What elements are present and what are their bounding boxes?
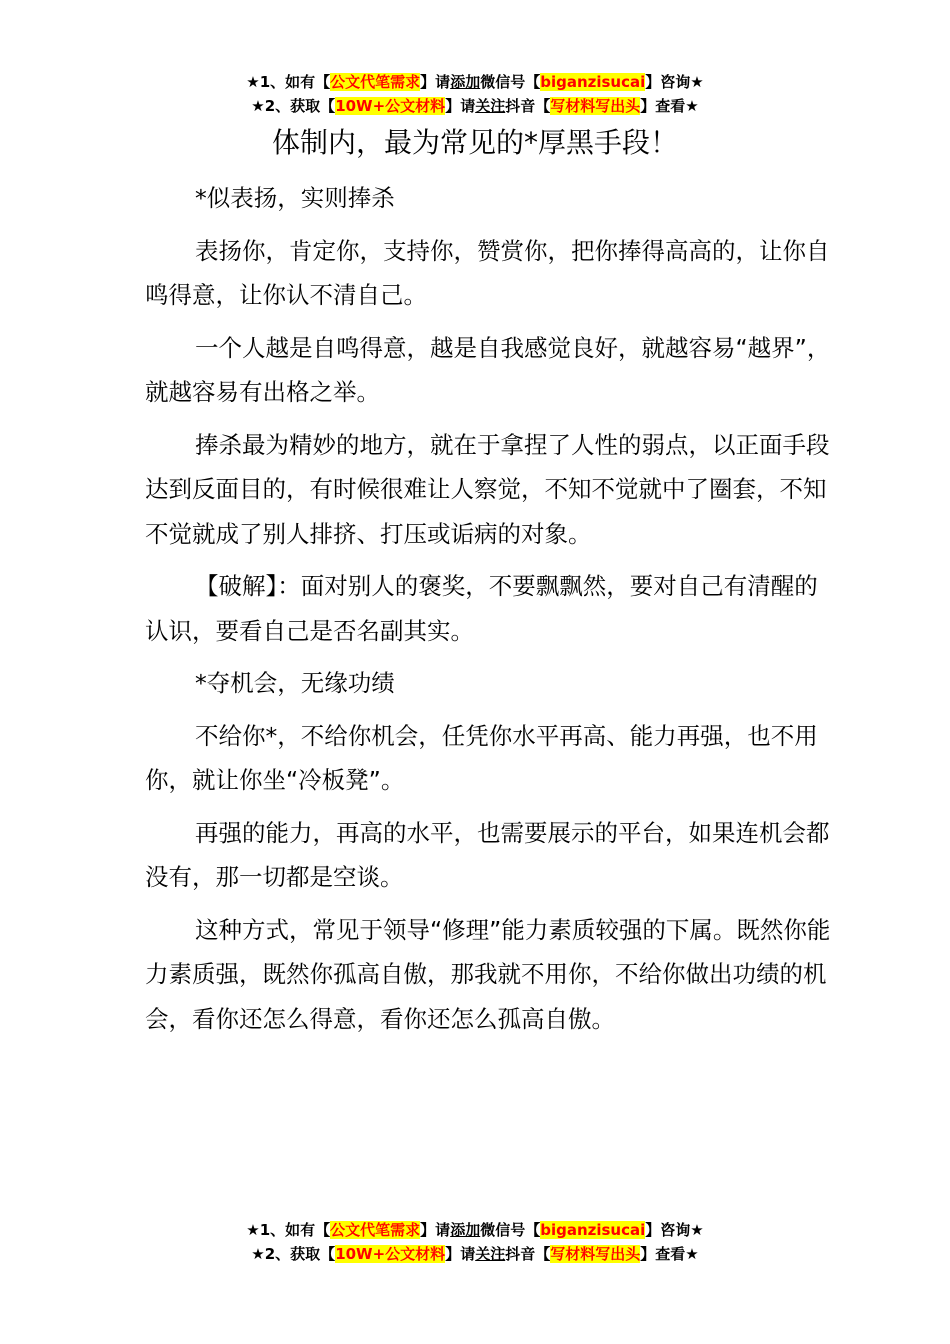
promo-text: 微信号【 — [480, 1221, 541, 1239]
promo-underline: 关注 — [475, 97, 506, 115]
promo-highlight: 公文代笔需求 — [330, 73, 421, 91]
body-paragraph: 再强的能力，再高的水平，也需要展示的平台，如果连机会都没有，那一切都是空谈。 — [145, 818, 830, 891]
footer-promo-line-2 — [0, 1242, 950, 1266]
promo-text: 】查看★ — [640, 97, 699, 115]
promo-text: ★2、获取【 — [251, 1245, 336, 1263]
body-paragraph: 【破解】：面对别人的褒奖，不要飘飘然，要对自己有清醒的认识，要看自己是否名副其实。 — [145, 572, 818, 645]
promo-underline: 关注 — [475, 1245, 506, 1263]
promo-text: 】咨询★ — [645, 73, 704, 91]
promo-text: 抖音【 — [505, 97, 551, 115]
promo-underline: 添加 — [450, 1221, 481, 1239]
promo-underline: 添加 — [450, 73, 481, 91]
document-title: 体制内，最为常见的*厚黑手段！ — [271, 126, 678, 159]
promo-highlight: biganzisucai — [540, 1221, 646, 1239]
promo-text: 】咨询★ — [645, 1221, 704, 1239]
promo-text: 】请 — [420, 1221, 451, 1239]
promo-text: ★2、获取【 — [251, 97, 336, 115]
body-paragraph: 一个人越是自鸣得意，越是自我感觉良好，就越容易“越界”，就越容易有出格之举。 — [145, 333, 831, 406]
promo-highlight: 10W+公文材料 — [335, 1245, 446, 1263]
header-promo-line-1 — [0, 70, 950, 94]
footer-promo — [0, 1218, 950, 1266]
body-paragraph: 不给你*，不给你机会，任凭你水平再高、能力再强，也不用你，就让你坐“冷板凳”。 — [145, 721, 818, 794]
promo-text: 】请 — [420, 73, 451, 91]
promo-text: 微信号【 — [480, 73, 541, 91]
promo-text: 】查看★ — [640, 1245, 699, 1263]
promo-highlight: biganzisucai — [540, 73, 646, 91]
header-promo — [0, 70, 950, 118]
body-paragraph: 表扬你，肯定你，支持你，赞赏你，把你捧得高高的，让你自鸣得意，让你认不清自己。 — [145, 236, 830, 309]
promo-text: 】请 — [445, 1245, 476, 1263]
header-promo-line-2 — [0, 94, 950, 118]
body-paragraph: 这种方式，常见于领导“修理”能力素质较强的下属。既然你能力素质强，既然你孤高自傲，那我就不用你，不给你做出功绩的机会，看你还怎么得意，看你还怎么孤高自傲。 — [145, 915, 831, 1033]
promo-highlight: 10W+公文材料 — [335, 97, 446, 115]
document-body — [145, 176, 835, 1049]
promo-highlight: 写材料写出头 — [550, 97, 641, 115]
section-heading: *夺机会，无缘功绩 — [195, 669, 395, 697]
promo-highlight: 写材料写出头 — [550, 1245, 641, 1263]
promo-text: ★1、如有【 — [246, 73, 331, 91]
promo-text: 抖音【 — [505, 1245, 551, 1263]
promo-highlight: 公文代笔需求 — [330, 1221, 421, 1239]
footer-promo-line-1 — [0, 1218, 950, 1242]
promo-text: ★1、如有【 — [246, 1221, 331, 1239]
body-paragraph: 捧杀最为精妙的地方，就在于拿捏了人性的弱点，以正面手段达到反面目的，有时候很难让人察觉，不知不觉就中了圈套，不知不觉就成了别人排挤、打压或诟病的对象。 — [145, 430, 830, 548]
promo-text: 】请 — [445, 97, 476, 115]
section-heading: *似表扬，实则捧杀 — [195, 184, 395, 212]
